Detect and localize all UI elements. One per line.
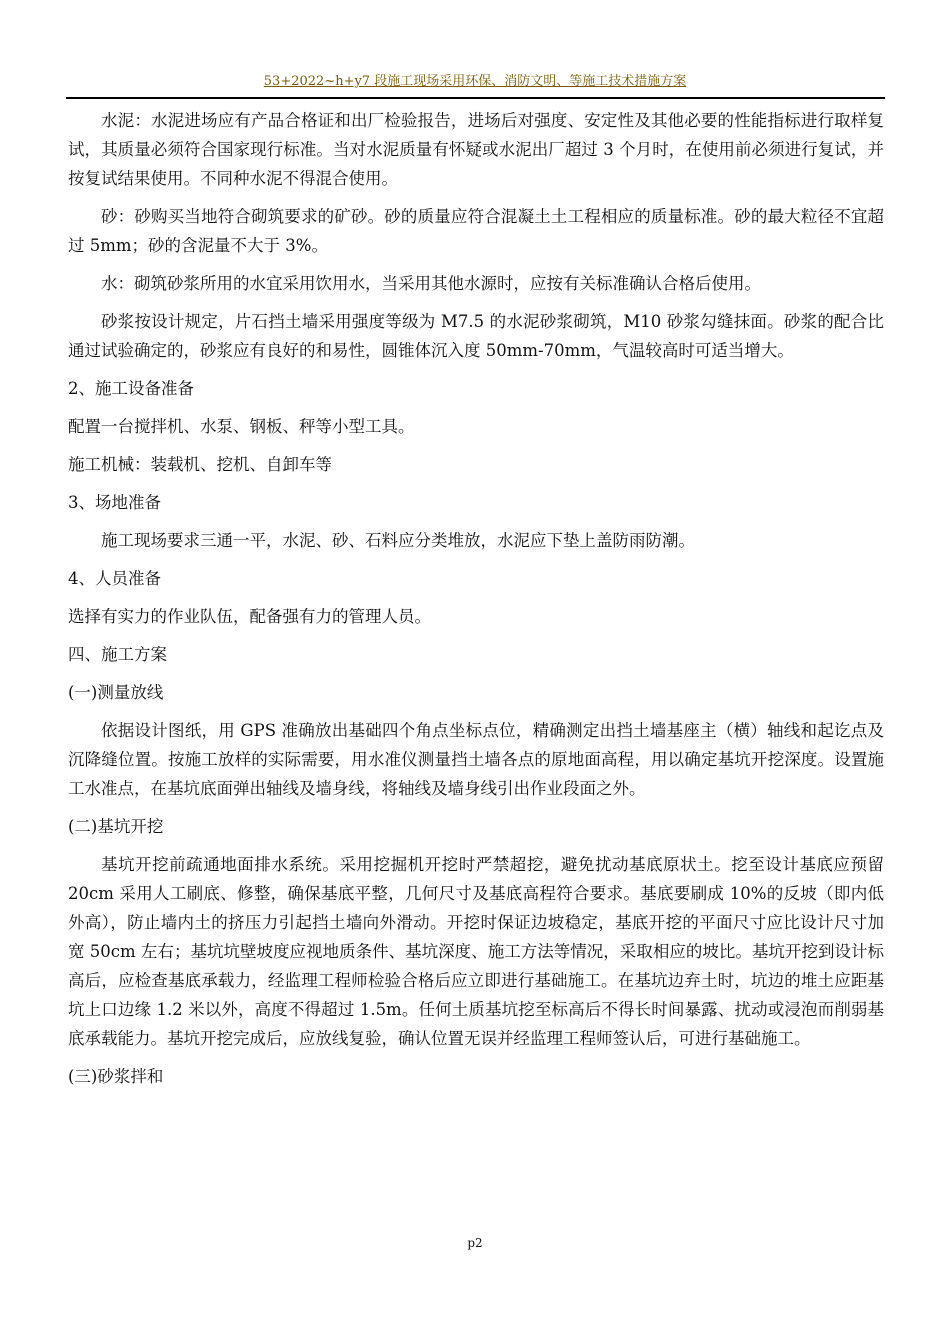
- section-line: 配置一台搅拌机、水泵、钢板、秤等小型工具。: [68, 417, 415, 436]
- document-body: [68, 106, 884, 1100]
- section-line: (二)基坑开挖: [68, 817, 164, 836]
- section-line: 选择有实力的作业队伍，配备强有力的管理人员。: [68, 607, 431, 626]
- page-header-title: 53+2022~h+y7 段施工现场采用环保、消防文明、等施工技术措施方案: [263, 74, 687, 89]
- section-line: 2、施工设备准备: [68, 379, 194, 398]
- section-line: 四、施工方案: [68, 645, 167, 664]
- page-number: p2: [467, 1236, 483, 1250]
- body-paragraph: 基坑开挖前疏通地面排水系统。采用挖掘机开挖时严禁超挖，避免扰动基底原状土。挖至设计基底应预留 20cm 采用人工刷底、修整，确保基底平整，几何尺寸及基底高程符合要求。基底要刷成 10%的反坡（即内低外高），防止墙内土的挤压力引起挡土墙向外滑动。开挖时保证边坡稳定，基底开挖的平面尺寸应比设计尺寸加宽 50cm 左右；基坑坑壁坡度应视地质条件、基坑深度、施工方法等情况，采取相应的坡比。基坑开挖到设计标高后，应检查基底承载力，经监理工程师检验合格后应立即进行基础施工。在基坑边弃土时，坑边的堆土应距基坑上口边缘 1.2 米以外，高度不得超过 1.5m。任何土质基坑挖至标高后不得长时间暴露、扰动或浸泡而削弱基底承载能力。基坑开挖完成后，应放线复验，确认位置无误并经监理工程师签认后，可进行基础施工。: [68, 855, 884, 1048]
- body-paragraph: 砂：砂购买当地符合砌筑要求的矿砂。砂的质量应符合混凝土土工程相应的质量标准。砂的最大粒径不宜超过 5mm；砂的含泥量不大于 3%。: [68, 207, 884, 255]
- section-line: 4、人员准备: [68, 569, 161, 588]
- body-paragraph: 砂浆按设计规定，片石挡土墙采用强度等级为 M7.5 的水泥砂浆砌筑，M10 砂浆勾缝抹面。砂浆的配合比通过试验确定的，砂浆应有良好的和易性，圆锥体沉入度 50mm-70mm，气温较高时可适当增大。: [68, 312, 884, 360]
- header-divider: [66, 97, 885, 99]
- body-paragraph: 水泥：水泥进场应有产品合格证和出厂检验报告，进场后对强度、安定性及其他必要的性能指标进行取样复试，其质量必须符合国家现行标准。当对水泥质量有怀疑或水泥出厂超过 3 个月时，在使用前必须进行复试，并按复试结果使用。不同种水泥不得混合使用。: [68, 111, 884, 188]
- section-line: 施工机械：装载机、挖机、自卸车等: [68, 455, 332, 474]
- body-paragraph: 施工现场要求三通一平，水泥、砂、石料应分类堆放，水泥应下垫上盖防雨防潮。: [101, 531, 695, 550]
- section-line: (一)测量放线: [68, 683, 164, 702]
- section-line: 3、场地准备: [68, 493, 161, 512]
- section-line: (三)砂浆拌和: [68, 1067, 164, 1086]
- body-paragraph: 依据设计图纸，用 GPS 准确放出基础四个角点坐标点位，精确测定出挡土墙基座主（横）轴线和起讫点及沉降缝位置。按施工放样的实际需要，用水准仪测量挡土墙各点的原地面高程，用以确定基坑开挖深度。设置施工水准点，在基坑底面弹出轴线及墙身线，将轴线及墙身线引出作业段面之外。: [68, 721, 884, 798]
- body-paragraph: 水：砌筑砂浆所用的水宜采用饮用水，当采用其他水源时，应按有关标准确认合格后使用。: [101, 274, 761, 293]
